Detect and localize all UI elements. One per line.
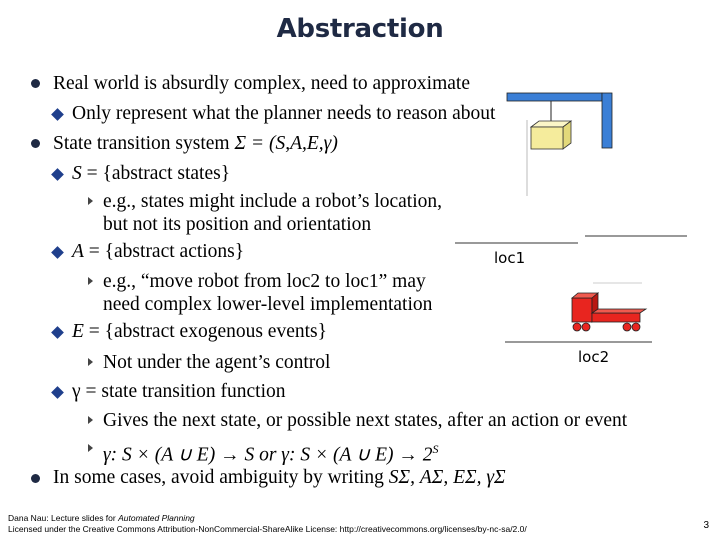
bullet-level1 [31, 79, 40, 88]
bullet-level2 [51, 168, 64, 181]
bullet-text-states: S = {abstract states} [72, 163, 231, 184]
page-number: 3 [703, 520, 709, 531]
bullet-text-events: E = {abstract exogenous events} [72, 321, 327, 342]
bullet-level3 [88, 444, 93, 452]
bullet-level3 [88, 277, 93, 285]
bullet-text-only-represent: Only represent what the planner needs to reason about [72, 103, 496, 124]
bullet-text-actions-example-cont: need complex lower-level implementation [103, 294, 433, 315]
bullet-text-events-detail: Not under the agent’s control [103, 352, 331, 373]
bullet-level2 [51, 246, 64, 259]
container-icon [531, 121, 571, 149]
bullet-level3 [88, 197, 93, 205]
loc1-label: loc1 [494, 249, 526, 267]
bullet-text-gamma: γ = state transition function [72, 381, 286, 402]
loc2-label: loc2 [578, 348, 610, 366]
bullet-level2 [51, 326, 64, 339]
bullet-level1 [31, 474, 40, 483]
footer-credit: Dana Nau: Lecture slides for Automated Planning [8, 513, 195, 523]
robot-truck-icon [572, 293, 646, 331]
bullet-text-ambiguity: In some cases, avoid ambiguity by writing SΣ, AΣ, EΣ, γΣ [53, 467, 506, 488]
bullet-level2 [51, 108, 64, 121]
bullet-text-gamma-detail: Gives the next state, or possible next states, after an action or event [103, 410, 628, 431]
crane-icon [507, 93, 612, 196]
slide-title: Abstraction [276, 14, 444, 44]
bullet-text-real-world: Real world is absurdly complex, need to approximate [53, 73, 470, 94]
bullet-text-state-transition: State transition system Σ = (S,A,E,γ) [53, 133, 338, 154]
bullet-text-states-example: e.g., states might include a robot’s location, [103, 191, 443, 212]
bullet-text-gamma-signature: γ: S × (A ∪ E) → S or γ: S × (A ∪ $E) \to 2^S$ [103, 442, 439, 466]
bullet-level3 [88, 416, 93, 424]
bullet-text-states-example-cont: but not its position and orientation [103, 214, 372, 235]
bullet-level2 [51, 386, 64, 399]
bullet-text-actions-example: e.g., “move robot from loc2 to loc1” may [103, 271, 426, 292]
footer-license: Licensed under the Creative Commons Attribution-NonCommercial-ShareAlike License: http://creativecommons.org/licenses/by-nc-sa/2.0/ [8, 524, 527, 534]
bullet-level1 [31, 139, 40, 148]
bullet-text-actions: A = {abstract actions} [72, 241, 245, 262]
bullet-level3 [88, 358, 93, 366]
